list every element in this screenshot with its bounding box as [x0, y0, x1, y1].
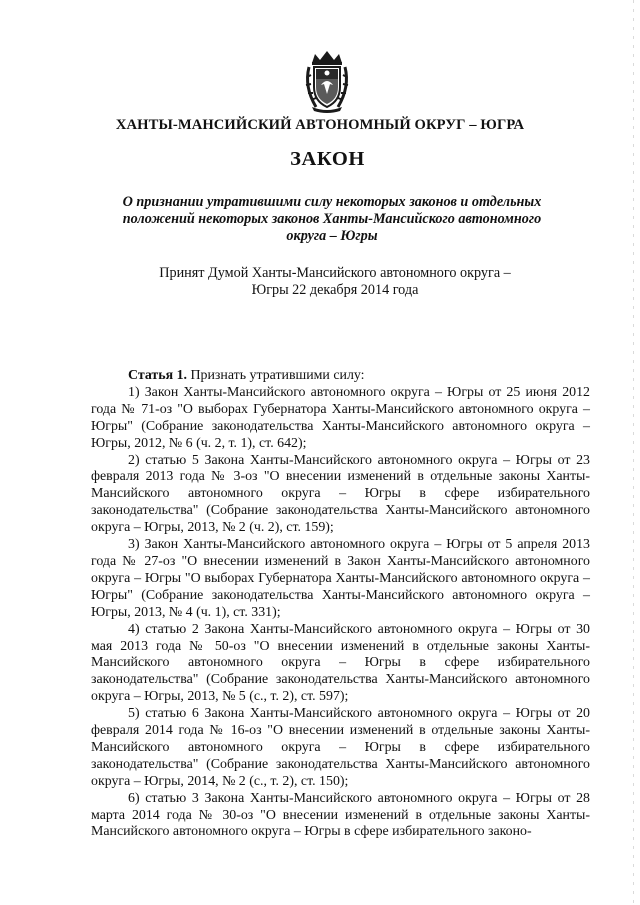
article-body: [91, 368, 590, 841]
law-subject-title: О признании утратившими силу некоторых законов и отдельных положений некоторых законов Ханты-Мансийского автономного округа – Югры: [122, 194, 542, 244]
article-number: Статья 1.: [128, 368, 188, 383]
article-item: 6) статью 3 Закона Ханты-Мансийского автономного округа – Югры от 28 марта 2014 года № 30-оз "О внесении изменений в отдельные законы Ханты-Мансийского автономного округа – Югры в сфере избирательного законо-: [91, 790, 590, 840]
document-type-title: ЗАКОН: [290, 148, 365, 170]
article-item: 3) Закон Ханты-Мансийского автономного округа – Югры от 5 апреля 2013 года № 27-оз "О внесении изменений в Закон Ханты-Мансийского автономного округа – Югры "О выборах Губернатора Ханты-Мансийского автономного округа – Югры" (Собрание законодательства Ханты-Мансийского автономного округа – Югры, 2013, № 4 (ч. 1), ст. 331);: [91, 537, 590, 620]
article-item: 2) статью 5 Закона Ханты-Мансийского автономного округа – Югры от 23 февраля 2013 года № 3-оз "О внесении изменений в отдельные законы Ханты-Мансийского автономного округа – Югры в сфере избирательного законодательства" (Собрание законодательства Ханты-Мансийского автономного округа – Югры, 2013, № 2 (ч. 2), ст. 159);: [91, 452, 590, 536]
article-lead-text: Признать утратившими силу:: [190, 368, 365, 383]
organization-heading: ХАНТЫ-МАНСИЙСКИЙ АВТОНОМНЫЙ ОКРУГ – ЮГРА: [115, 117, 525, 133]
scan-edge-artifact: [633, 0, 634, 905]
article-1-heading: [91, 368, 590, 385]
article-item: 1) Закон Ханты-Мансийского автономного округа – Югры от 25 июня 2012 года № 71-оз "О выборах Губернатора Ханты-Мансийского автономного округа – Югры" (Собрание законодательства Ханты-Мансийского автономного округа – Югры, 2012, № 6 (ч. 2, т. 1), ст. 642);: [91, 384, 590, 451]
article-item: 5) статью 6 Закона Ханты-Мансийского автономного округа – Югры от 20 февраля 2014 года № 16-оз "О внесении изменений в отдельные законы Ханты-Мансийского автономного округа – Югры в сфере избирательного законодательства" (Собрание законодательства Ханты-Мансийского автономного округа – Югры, 2014, № 2 (с., т. 2), ст. 150);: [91, 706, 590, 789]
adoption-note: Принят Думой Ханты-Мансийского автономного округа – Югры 22 декабря 2014 года: [159, 265, 511, 298]
article-item: 4) статью 2 Закона Ханты-Мансийского автономного округа – Югры от 30 мая 2013 года № 50-оз "О внесении изменений в отдельные законы Ханты-Мансийского автономного округа – Югры в сфере избирательного законодательства" (Собрание законодательства Ханты-Мансийского автономного округа – Югры, 2013, № 5 (с., т. 2), ст. 597);: [91, 621, 590, 705]
coat-of-arms-emblem: [302, 49, 352, 113]
